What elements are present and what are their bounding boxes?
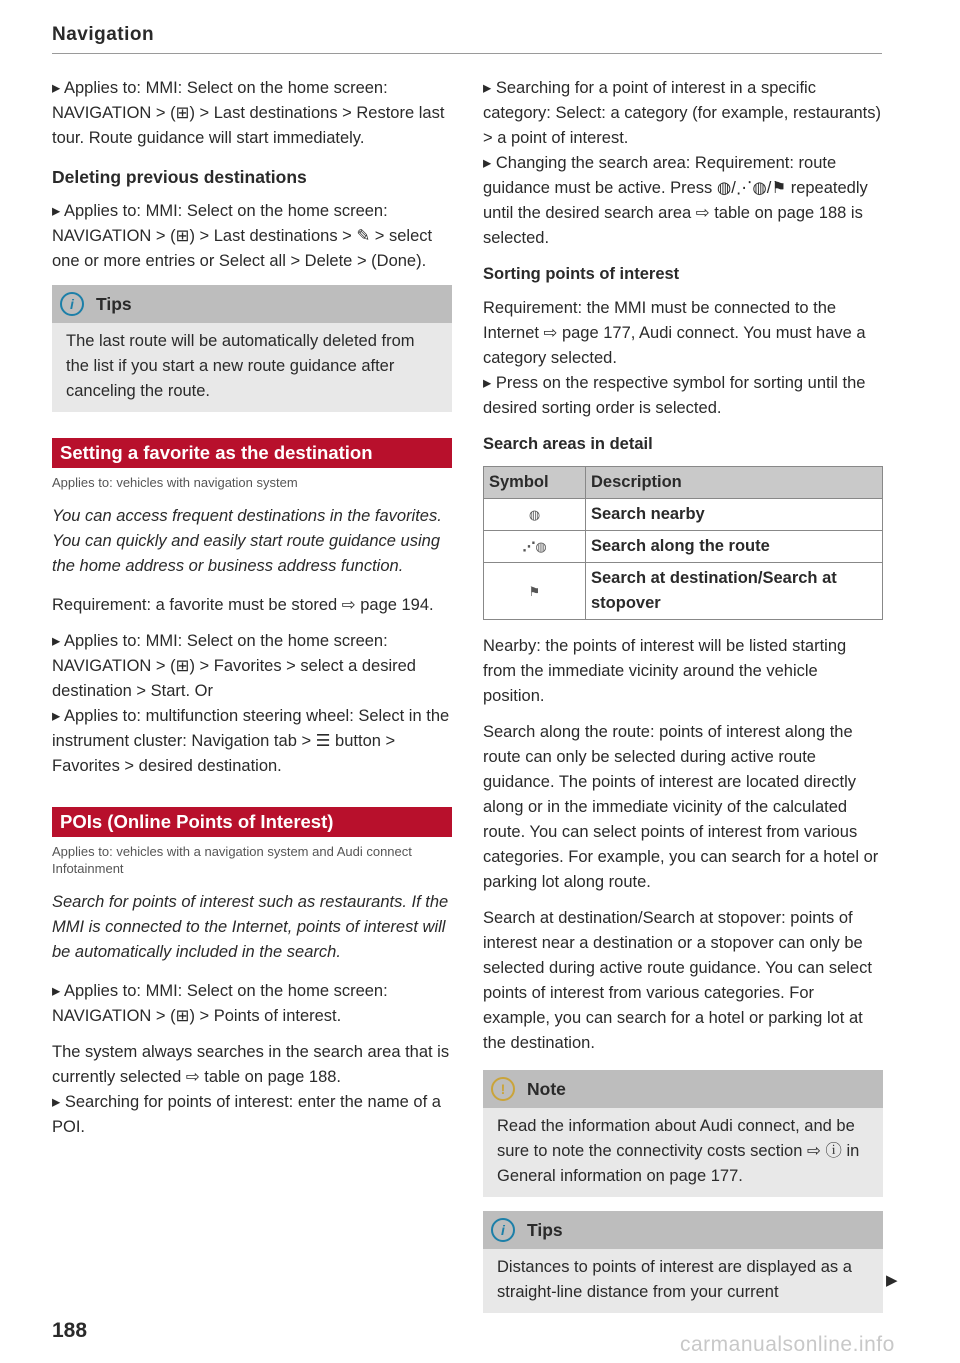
table-row bbox=[484, 499, 883, 531]
sorting-heading: Sorting points of interest bbox=[483, 265, 680, 283]
next-page-arrow-icon: ▶ bbox=[886, 1272, 898, 1289]
favorite-heading: Setting a favorite as the destination bbox=[52, 438, 452, 468]
info-icon: i bbox=[60, 292, 84, 316]
tips-title: Tips bbox=[527, 1219, 563, 1240]
restore-tour-bullet: ▸ Applies to: MMI: Select on the home screen: NAVIGATION > (⊞) > Last destinations > Restore last tour. Route guidance will start immediately. bbox=[52, 79, 445, 147]
page-header bbox=[52, 22, 882, 54]
table-header-description: Description bbox=[586, 467, 883, 499]
sorting-bullet: ▸ Press on the respective symbol for sorting until the desired sorting order is selected. bbox=[483, 374, 866, 417]
deleting-bullet: ▸ Applies to: MMI: Select on the home screen: NAVIGATION > (⊞) > Last destinations > ✎ > select one or more entries or Select all > Delete > (Done). bbox=[52, 202, 433, 270]
pois-bullet-mmi: ▸ Applies to: MMI: Select on the home screen: NAVIGATION > (⊞) > Points of interest. bbox=[52, 982, 388, 1025]
destination-text: Search at destination/Search at stopover: points of interest near a destination or a stopover can only be selected during active route guidance. You can select points of interest from various categories. For example, you can search for a hotel or parking lot at the destination. bbox=[483, 909, 872, 1052]
page-number: 188 bbox=[52, 1319, 88, 1342]
pois-intro: Search for points of interest such as restaurants. If the MMI is connected to the Internet, points of interest will be automatically included in the search. bbox=[52, 893, 449, 961]
table-row bbox=[484, 563, 883, 620]
note-box bbox=[483, 1070, 883, 1197]
tips-title: Tips bbox=[96, 293, 132, 314]
search-area-bullet: ▸ Changing the search area: Requirement: route guidance must be active. Press ◍/⋰◍/⚑ repeatedly until the desired search area ⇨ table on page 188 is selected. bbox=[483, 154, 868, 247]
favorite-bullets bbox=[52, 629, 452, 779]
pois-heading: POIs (Online Points of Interest) bbox=[52, 807, 452, 837]
search-areas-table bbox=[483, 466, 883, 620]
table-header-row bbox=[484, 467, 883, 499]
note-title: Note bbox=[527, 1078, 566, 1099]
note-header bbox=[483, 1070, 883, 1108]
pois-applies: Applies to: vehicles with a navigation system and Audi connect Infotainment bbox=[52, 844, 412, 876]
favorite-requirement: Requirement: a favorite must be stored ⇨ page 194. bbox=[52, 596, 434, 614]
header-title: Navigation bbox=[52, 24, 155, 45]
tips-header bbox=[483, 1211, 883, 1249]
tips-box-right bbox=[483, 1211, 883, 1313]
pois-bullet-search: ▸ Searching for points of interest: enter the name of a POI. bbox=[52, 1093, 441, 1136]
nearby-text: Nearby: the points of interest will be listed starting from the immediate vicinity around the vehicle position. bbox=[483, 637, 847, 705]
tips-text: Distances to points of interest are displayed as a straight-line distance from your current bbox=[497, 1258, 852, 1301]
category-bullet: ▸ Searching for a point of interest in a specific category: Select: a category (for example, restaurants) > a point of interest. bbox=[483, 79, 882, 147]
table-cell-description: Search nearby bbox=[586, 499, 883, 531]
table-row bbox=[484, 531, 883, 563]
info-icon: i bbox=[491, 1218, 515, 1242]
deleting-heading: Deleting previous destinations bbox=[52, 167, 307, 187]
pois-system-text: The system always searches in the search area that is currently selected ⇨ table on page 188. bbox=[52, 1043, 450, 1086]
areas-heading: Search areas in detail bbox=[483, 435, 653, 453]
tips-header bbox=[52, 285, 452, 323]
table-header-symbol: Symbol bbox=[484, 467, 586, 499]
tips-box-left bbox=[52, 285, 452, 412]
favorite-applies: Applies to: vehicles with navigation system bbox=[52, 475, 298, 490]
table-cell-description: Search at destination/Search at stopover bbox=[586, 563, 883, 620]
right-column bbox=[483, 76, 883, 1313]
along-route-text: Search along the route: points of interest along the route can only be selected during active route guidance. The points of interest are located directly along or in the immediate vicinity of the calculated route. You can select points of interest from various categories. For example, you can search for a hotel or parking lot along route. bbox=[483, 723, 879, 891]
favorite-bullet-steering: ▸ Applies to: multifunction steering wheel: Select in the instrument cluster: Navigation tab > ☰ button > Favorites > desired destination. bbox=[52, 707, 450, 775]
watermark: carmanualsonline.info bbox=[680, 1333, 895, 1356]
nearby-icon: ◍ bbox=[484, 499, 586, 531]
favorite-intro: You can access frequent destinations in the favorites. You can quickly and easily start route guidance using the home address or business address function. bbox=[52, 507, 442, 575]
tips-text: The last route will be automatically deleted from the list if you start a new route guidance after canceling the route. bbox=[66, 332, 415, 400]
along-route-icon: ⋰◍ bbox=[484, 531, 586, 563]
warning-icon: ! bbox=[491, 1077, 515, 1101]
table-cell-description: Search along the route bbox=[586, 531, 883, 563]
left-column bbox=[52, 76, 452, 1151]
favorite-bullet-mmi: ▸ Applies to: MMI: Select on the home screen: NAVIGATION > (⊞) > Favorites > select a desired destination > Start. Or bbox=[52, 632, 416, 700]
destination-flag-icon: ⚑ bbox=[484, 563, 586, 620]
note-text: Read the information about Audi connect, and be sure to note the connectivity costs section ⇨ ⓘ in General information on page 177. bbox=[497, 1117, 860, 1185]
sorting-text: Requirement: the MMI must be connected to the Internet ⇨ page 177, Audi connect. You must have a category selected. bbox=[483, 299, 866, 367]
